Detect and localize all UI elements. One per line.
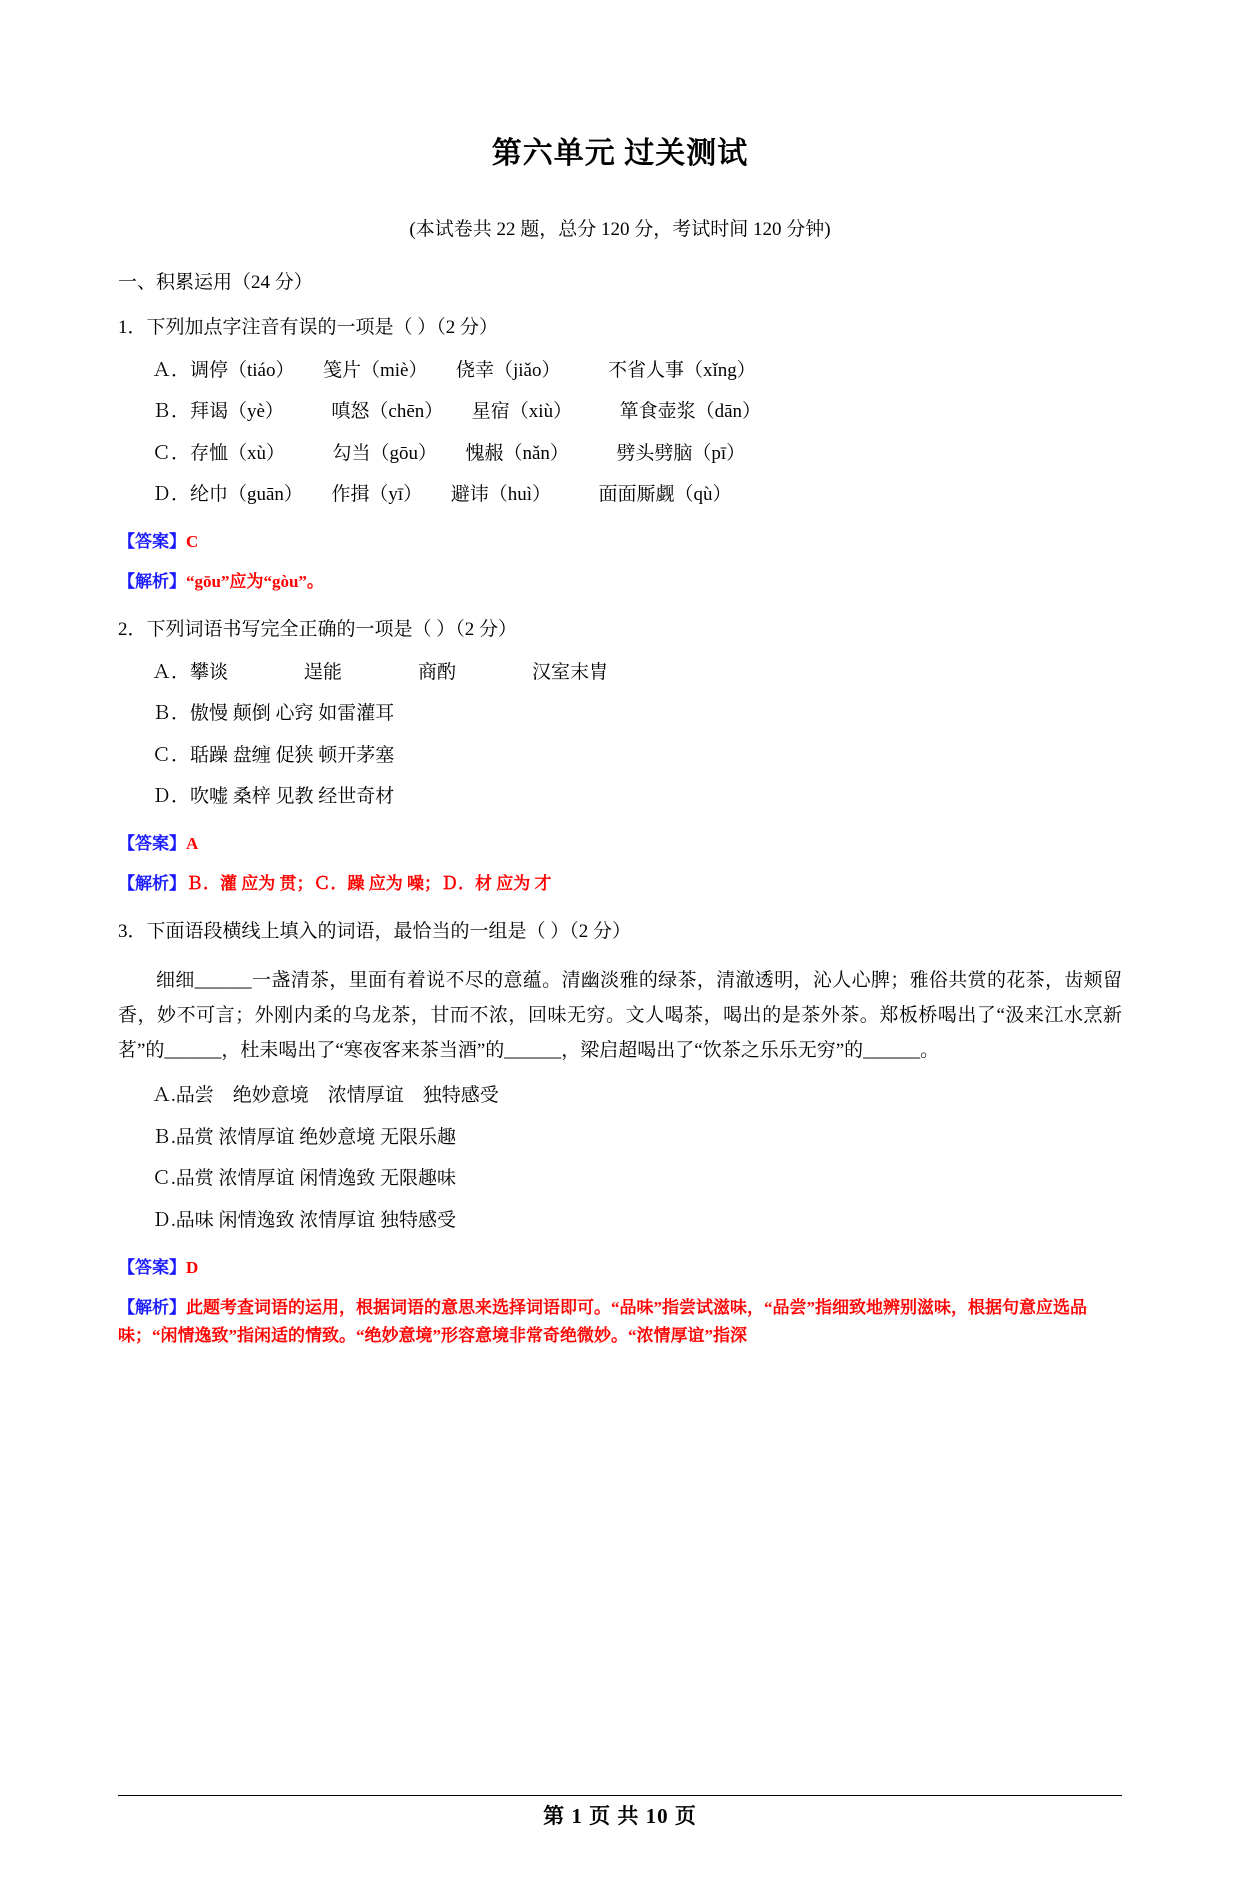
- section-heading: 一、积累运用（24 分）: [118, 272, 313, 293]
- question-option[interactable]: Ｃ．聒躁 盘缠 促狭 顿开茅塞: [152, 744, 395, 766]
- answer-value: C: [186, 531, 199, 551]
- analysis-label: 【解析】: [118, 1298, 186, 1318]
- analysis-line: [118, 870, 1122, 898]
- answer-value: A: [186, 833, 199, 853]
- question-block-2: [118, 616, 1122, 898]
- answer-line: [118, 831, 1122, 857]
- question-option[interactable]: Ａ．攀谈 逞能 商酌 汉室末胄: [152, 661, 609, 683]
- question-stem: 3．下面语段横线上填入的词语，最恰当的一组是（ ）（2 分）: [118, 921, 632, 943]
- footer-divider: [118, 1795, 1122, 1796]
- question-option[interactable]: Ｃ.品赏 浓情厚谊 闲情逸致 无限趣味: [152, 1168, 457, 1190]
- question-option[interactable]: Ｃ．存恤（xù） 勾当（gōu） 愧赧（nǎn） 劈头劈脑（pī）: [152, 442, 746, 464]
- analysis-line: [118, 1294, 1122, 1350]
- question-block-3: [118, 918, 1122, 1350]
- analysis-line: [118, 568, 1122, 596]
- analysis-label: 【解析】: [118, 572, 186, 592]
- analysis-value: 此题考查词语的运用，根据词语的意思来选择词语即可。“品味”指尝试滋味，“品尝”指细致地辨别滋味，根据句意应选品味；“闲情逸致”指闲适的情致。“绝妙意境”形容意境非常奇绝微妙。“浓情厚谊”指深: [118, 1298, 1087, 1346]
- answer-label: 【答案】: [118, 1257, 186, 1277]
- question-option[interactable]: Ｂ．拜谒（yè） 嗔怒（chēn） 星宿（xiù） 箪食壶浆（dān）: [152, 401, 762, 423]
- question-passage: 细细______一盏清茶，里面有着说不尽的意蕴。清幽淡雅的绿茶，清澈透明，沁人心脾；雅俗共赏的花茶，齿颊留香，妙不可言；外刚内柔的乌龙茶，甘而不浓，回味无穷。文人喝茶，喝出的是茶外茶。郑板桥喝出了“汲来江水烹新茗”的______，杜耒喝出了“寒夜客来茶当酒”的______，梁启超喝出了“饮茶之乐乐无穷”的______。: [118, 969, 1122, 1062]
- analysis-value: “gōu”应为“gòu”。: [186, 572, 324, 592]
- page-title: 第六单元 过关测试: [491, 137, 749, 170]
- question-stem: 1．下列加点字注音有误的一项是（ ）（2 分）: [118, 317, 499, 338]
- answer-line: [118, 529, 1122, 555]
- answer-line: [118, 1255, 1122, 1281]
- exam-subtitle: (本试卷共 22 题，总分 120 分，考试时间 120 分钟): [409, 219, 831, 240]
- page-footer: 第 1 页 共 10 页: [543, 1804, 697, 1828]
- analysis-value: Ｂ．灌 应为 贯；Ｃ．躁 应为 噪；Ｄ．材 应为 才: [186, 874, 552, 894]
- answer-label: 【答案】: [118, 833, 186, 853]
- answer-label: 【答案】: [118, 531, 186, 551]
- question-stem: 2．下列词语书写完全正确的一项是（ ）（2 分）: [118, 619, 518, 641]
- analysis-label: 【解析】: [118, 874, 186, 894]
- question-option[interactable]: Ａ．调停（tiáo） 笺片（miè） 侥幸（jiǎo） 不省人事（xǐng）: [152, 359, 756, 381]
- question-option[interactable]: Ｄ．吹嘘 桑梓 见教 经世奇材: [152, 786, 395, 808]
- question-option[interactable]: Ａ.品尝 绝妙意境 浓情厚谊 独特感受: [152, 1085, 499, 1107]
- answer-value: D: [186, 1257, 199, 1277]
- question-option[interactable]: Ｄ．纶巾（guān） 作揖（yī） 避讳（huì） 面面厮觑（qù）: [152, 484, 732, 506]
- document-page: [0, 128, 1240, 1882]
- question-block-1: [118, 314, 1122, 596]
- question-option[interactable]: Ｄ.品味 闲情逸致 浓情厚谊 独特感受: [152, 1210, 457, 1232]
- question-option[interactable]: Ｂ．傲慢 颠倒 心窍 如雷灌耳: [152, 703, 395, 725]
- question-option[interactable]: Ｂ.品赏 浓情厚谊 绝妙意境 无限乐趣: [152, 1126, 457, 1148]
